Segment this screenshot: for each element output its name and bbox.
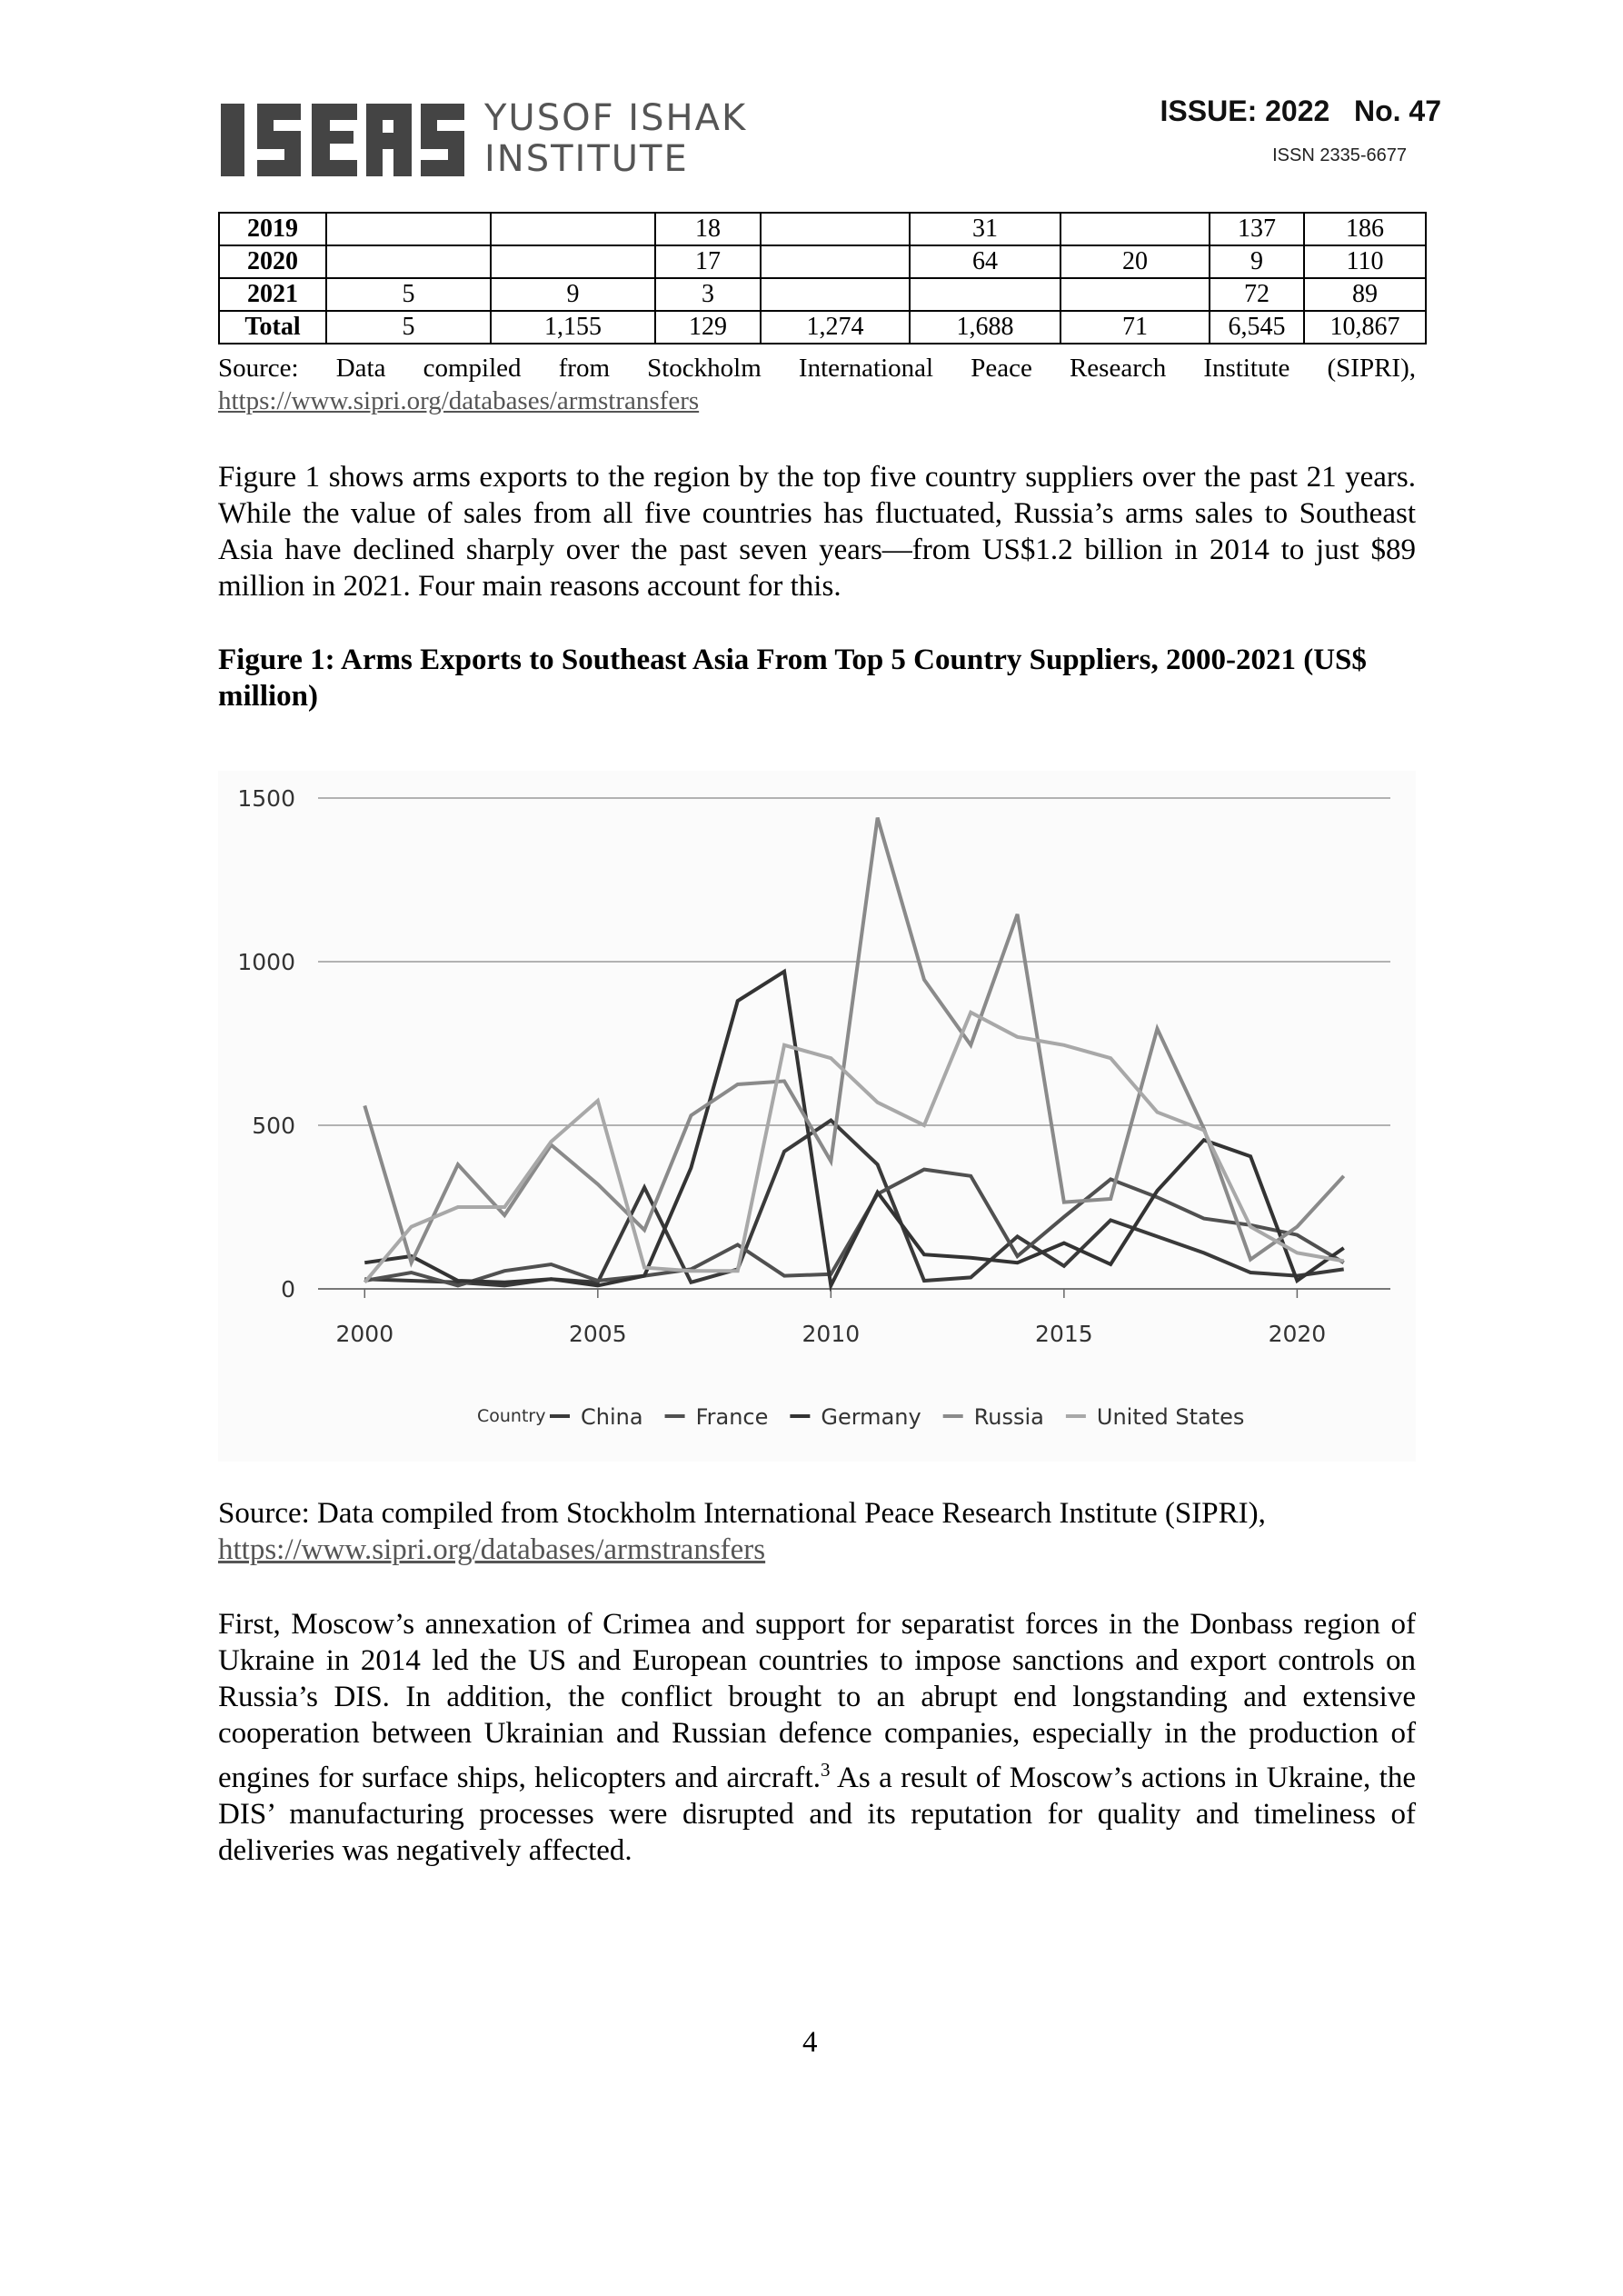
table-cell	[1060, 278, 1210, 311]
paragraph-2	[218, 1606, 1416, 1869]
table-cell: 89	[1304, 278, 1426, 311]
table-cell: 10,867	[1304, 311, 1426, 344]
table-cell: 1,155	[491, 311, 655, 344]
logo-text	[484, 98, 747, 180]
table-cell: 129	[655, 311, 761, 344]
table-cell	[326, 213, 491, 245]
table-cell: 20	[1060, 245, 1210, 278]
x-tick-label: 2020	[1268, 1321, 1327, 1347]
y-tick-label: 0	[281, 1276, 295, 1303]
table-cell: 9	[1210, 245, 1304, 278]
paragraph-2-text: First, Moscow’s annexation of Crimea and support for separatist forces in the Donbass region of Ukraine in 2014 led the US and European countries to impose sanctions and export controls on Russia’s DIS. In addition, the conflict brought to an abrupt end longstanding and extensive cooperation between Ukrainian and Russian defence companies, especially in the production of engines for surface ships, helicopters and aircraft.	[218, 1608, 1416, 1794]
footnote-ref[interactable]: 3	[820, 1759, 831, 1781]
x-tick-label: 2010	[802, 1321, 861, 1347]
legend-label: United States	[1096, 1404, 1245, 1430]
table-row	[219, 245, 1426, 278]
table-cell	[326, 245, 491, 278]
table-cell	[1060, 213, 1210, 245]
table-cell: 72	[1210, 278, 1304, 311]
table-cell: 110	[1304, 245, 1426, 278]
x-tick-label: 2005	[569, 1321, 627, 1347]
table-source	[218, 352, 1416, 417]
table-source-text: Source: Data compiled from Stockholm International Peace Research Institute (SIPRI),	[218, 354, 1416, 383]
table-cell: 137	[1210, 213, 1304, 245]
table-cell: 1,688	[910, 311, 1060, 344]
table-row-label: 2019	[219, 213, 326, 245]
table-cell: 5	[326, 311, 491, 344]
figure-source-text: Source: Data compiled from Stockholm International Peace Research Institute (SIPRI),	[218, 1497, 1266, 1530]
y-tick-label: 500	[252, 1113, 295, 1139]
table-cell: 9	[491, 278, 655, 311]
table-row-label: 2020	[219, 245, 326, 278]
table-cell: 17	[655, 245, 761, 278]
issn: ISSN 2335-6677	[1272, 145, 1407, 165]
table-row-label: Total	[219, 311, 326, 344]
figure-title: Figure 1: Arms Exports to Southeast Asia From Top 5 Country Suppliers, 2000-2021 (US$ million)	[218, 644, 1367, 713]
table-cell: 3	[655, 278, 761, 311]
table-cell: 1,274	[761, 311, 910, 344]
table-cell: 64	[910, 245, 1060, 278]
table-cell: 6,545	[1210, 311, 1304, 344]
page-number: 4	[802, 2026, 818, 2059]
legend-label: China	[581, 1404, 643, 1430]
legend-label: France	[695, 1404, 769, 1430]
table-source-link[interactable]: https://www.sipri.org/databases/armstransfers	[218, 386, 700, 415]
table-cell	[761, 278, 910, 311]
table-cell: 71	[1060, 311, 1210, 344]
x-tick-label: 2000	[335, 1321, 394, 1347]
chart-background	[218, 771, 1416, 1462]
paragraph-1: Figure 1 shows arms exports to the region by the top five country suppliers over the past 21 years. While the value of sales from all five countries has fluctuated, Russia’s arms sales to Southeast Asia have declined sharply over the past seven years―from US$1.2 billion in 2014 to just $89 million in 2021. Four main reasons account for this.	[218, 461, 1416, 603]
line-chart	[218, 771, 1416, 1462]
logo-line-2: INSTITUTE	[484, 138, 689, 180]
table-cell	[761, 213, 910, 245]
y-tick-label: 1000	[237, 949, 295, 975]
paragraph-2-end: As a result of Moscow’s actions in Ukraine, the DIS’ manufacturing processes were disrupted and its reputation for quality and timeliness of deliveries was negatively affected.	[218, 1762, 1416, 1867]
iseas-logo	[221, 98, 757, 182]
legend-label: Germany	[821, 1404, 921, 1430]
arms-data-table	[218, 212, 1427, 344]
table-cell	[761, 245, 910, 278]
legend-title: Country	[477, 1406, 546, 1426]
x-tick-label: 2015	[1035, 1321, 1093, 1347]
table-cell	[491, 245, 655, 278]
table-cell: 18	[655, 213, 761, 245]
table-row-label: 2021	[219, 278, 326, 311]
y-tick-label: 1500	[237, 785, 295, 812]
table-cell: 186	[1304, 213, 1426, 245]
figure-source	[218, 1495, 1416, 1568]
table-row	[219, 311, 1426, 344]
logo-line-1: YUSOF ISHAK	[484, 97, 748, 139]
table-cell	[910, 278, 1060, 311]
iseas-logo-mark	[221, 98, 468, 182]
figure-source-link[interactable]: https://www.sipri.org/databases/armstransfers	[218, 1533, 766, 1566]
issue-number: ISSUE: 2022 No. 47	[1160, 95, 1441, 127]
table-cell: 5	[326, 278, 491, 311]
table-row	[219, 213, 1426, 245]
table-cell	[491, 213, 655, 245]
table-row	[219, 278, 1426, 311]
table-cell: 31	[910, 213, 1060, 245]
legend-label: Russia	[973, 1404, 1044, 1430]
chart-svg	[218, 771, 1416, 1462]
